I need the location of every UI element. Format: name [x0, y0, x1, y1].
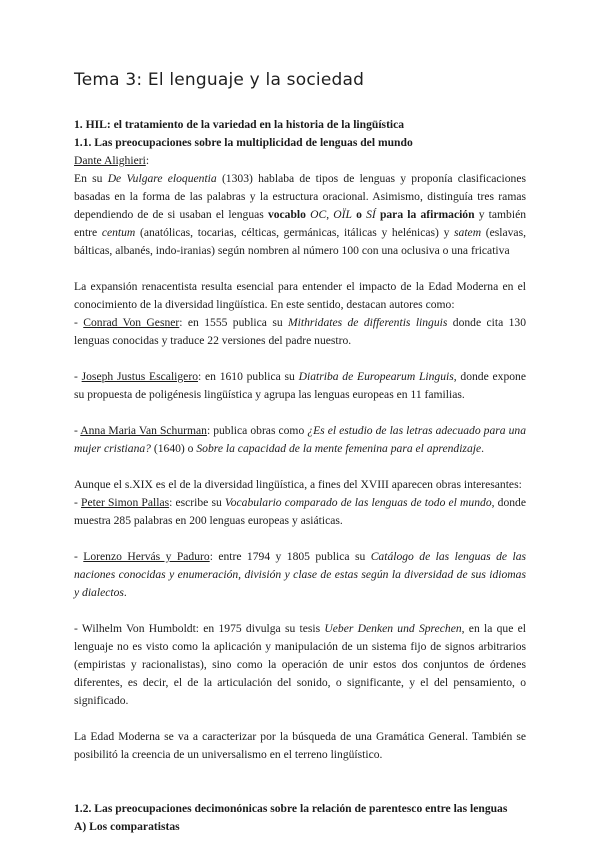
paragraph-dante: Dante Alighieri: En su De Vulgare eloquentia (1303) hablaba de tipos de lenguas y proponía clasificaciones basadas en la forma de las palabras y la estructura oracional. Asimismo, distinguía tres ramas dependiendo de de si usaban el lenguas vocablo OC, OÏL o SÍ para la afirmación y también entre centum (anatólicas, tocarias, célticas, germánicas, itálicas y helénicas) y satem (eslavas, bálticas, albanés, indo-iranias) según nombren al número 100 con una oclusiva o una fricativa: [74, 154, 527, 257]
work-title: Vocabulario comparado de las lenguas de todo el mundo: [224, 496, 492, 509]
work-title: ¿Es el estudio de las letras adecuado para una mujer cristiana?: [74, 424, 526, 455]
author-gesner: Conrad Von Gesner: [83, 316, 180, 329]
work-title: Diatriba de Europearum Linguis: [298, 370, 454, 383]
work-title: Catálogo de las lenguas de las naciones conocidas y enumeración, división y clase de estas según la diversidad de sus idiomas y dialectos: [74, 550, 526, 599]
list-item-schurman: - Anna Maria Van Schurman: publica obras como ¿Es el estudio de las letras adecuado para una mujer cristiana? (1640) o Sobre la capacidad de la mente femenina para el aprendizaje.: [74, 424, 526, 455]
list-item-pallas: - Peter Simon Pallas: escribe su Vocabulario comparado de las lenguas de todo el mundo, donde muestra 285 palabras en 200 lenguas europeas y asiáticas.: [74, 496, 527, 527]
author-schurman: Anna Maria Van Schurman: [80, 424, 207, 437]
document-body: [74, 116, 526, 836]
list-item-gesner: - Conrad Von Gesner: en 1555 publica su Mithridates de differentis linguis donde cita 130 lenguas conocidas y traduce 22 versiones del padre nuestro.: [74, 316, 527, 347]
work-title: Ueber Denken und Sprechen: [324, 622, 462, 635]
author-hervas: Lorenzo Hervás y Paduro: [83, 550, 210, 563]
page-title: Tema 3: El lenguaje y la sociedad: [74, 70, 365, 90]
author-scaligero: Joseph Justus Escaligero: [81, 370, 198, 383]
subsection-heading-a: A) Los comparatistas: [74, 820, 180, 833]
list-item-hervas: - Lorenzo Hervás y Paduro: entre 1794 y 1805 publica su Catálogo de las lenguas de las naciones conocidas y enumeración, división y clase de estas según la diversidad de sus idiomas y dialectos.: [74, 550, 526, 599]
paragraph-xix: Aunque el s.XIX es el de la diversidad lingüística, a fines del XVIII aparecen obras interesantes:: [74, 478, 522, 491]
work-title: Sobre la capacidad de la mente femenina para el aprendizaje: [196, 442, 482, 455]
list-item-humboldt: - Wilhelm Von Humboldt: en 1975 divulga su tesis Ueber Denken und Sprechen, en la que el lenguaje no es visto como la aplicación y manipulación de un sistema fijo de signos arbitrarios (empiristas y racionalistas), sino como la operación de unir estos dos conjuntos de órdenes diferentes, es decir, el de la articulación del sonido, o significante, y el del pensamiento, o significado.: [74, 622, 526, 707]
paragraph-renaissance: La expansión renacentista resulta esencial para entender el impacto de la Edad Moderna en el conocimiento de la diversidad lingüística. En este sentido, destacan autores como:: [74, 280, 526, 311]
section-heading-1: 1. HIL: el tratamiento de la variedad en la historia de la lingüística: [74, 118, 405, 131]
author-pallas: Peter Simon Pallas: [81, 496, 170, 509]
list-item-scaligero: - Joseph Justus Escaligero: en 1610 publica su Diatriba de Europearum Linguis, donde expone su propuesta de poligénesis lingüística y agrupa las lenguas europeas en 11 familias.: [74, 370, 526, 401]
subsection-heading-1-2: 1.2. Las preocupaciones decimonónicas sobre la relación de parentesco entre las lenguas: [74, 802, 508, 815]
work-title: De Vulgare eloquentia: [107, 172, 217, 185]
work-title: Mithridates de differentis linguis: [288, 316, 448, 329]
author-dante: Dante Alighieri: [74, 154, 146, 167]
paragraph-modern-age: La Edad Moderna se va a caracterizar por la búsqueda de una Gramática General. También se posibilitó la creencia de un universalismo en el terreno lingüístico.: [74, 730, 526, 761]
subsection-heading-1-1: 1.1. Las preocupaciones sobre la multiplicidad de lenguas del mundo: [74, 136, 413, 149]
